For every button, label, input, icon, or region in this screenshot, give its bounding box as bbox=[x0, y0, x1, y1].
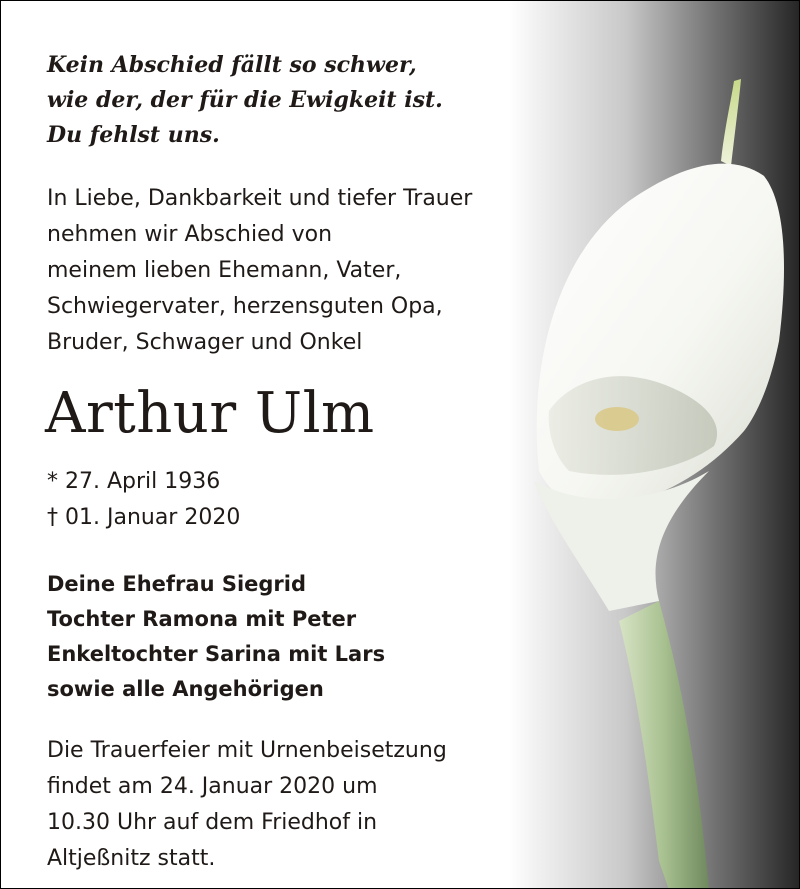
service-line: Die Trauerfeier mit Urnenbeisetzung bbox=[47, 738, 447, 763]
life-dates bbox=[47, 464, 240, 536]
mourner-line: Tochter Ramona mit Peter bbox=[47, 607, 357, 631]
birth-date: * 27. April 1936 bbox=[47, 469, 221, 494]
calla-lily-image bbox=[509, 1, 799, 889]
intro-paragraph bbox=[47, 181, 472, 361]
deceased-name: Arthur Ulm bbox=[45, 381, 375, 446]
mourner-line: Enkeltochter Sarina mit Lars bbox=[47, 642, 386, 666]
calla-lily-icon bbox=[509, 1, 799, 889]
mourner-line: Deine Ehefrau Siegrid bbox=[47, 572, 307, 596]
funeral-service-info bbox=[47, 733, 447, 877]
intro-line: Bruder, Schwager und Onkel bbox=[47, 330, 363, 355]
service-line: Altjeßnitz statt. bbox=[47, 846, 216, 871]
intro-line: Schwiegervater, herzensguten Opa, bbox=[47, 294, 443, 319]
quote-line: Du fehlst uns. bbox=[47, 122, 220, 148]
mourners-list bbox=[47, 567, 385, 707]
service-line: 10.30 Uhr auf dem Friedhof in bbox=[47, 810, 378, 835]
quote-line: Kein Abschied fällt so schwer, bbox=[47, 52, 417, 78]
intro-line: nehmen wir Abschied von bbox=[47, 222, 333, 247]
memorial-quote bbox=[47, 48, 443, 153]
mourner-line: sowie alle Angehörigen bbox=[47, 677, 324, 701]
death-date: † 01. Januar 2020 bbox=[47, 505, 241, 530]
service-line: findet am 24. Januar 2020 um bbox=[47, 774, 378, 799]
intro-line: In Liebe, Dankbarkeit und tiefer Trauer bbox=[47, 186, 473, 211]
quote-line: wie der, der für die Ewigkeit ist. bbox=[47, 87, 443, 113]
intro-line: meinem lieben Ehemann, Vater, bbox=[47, 258, 402, 283]
